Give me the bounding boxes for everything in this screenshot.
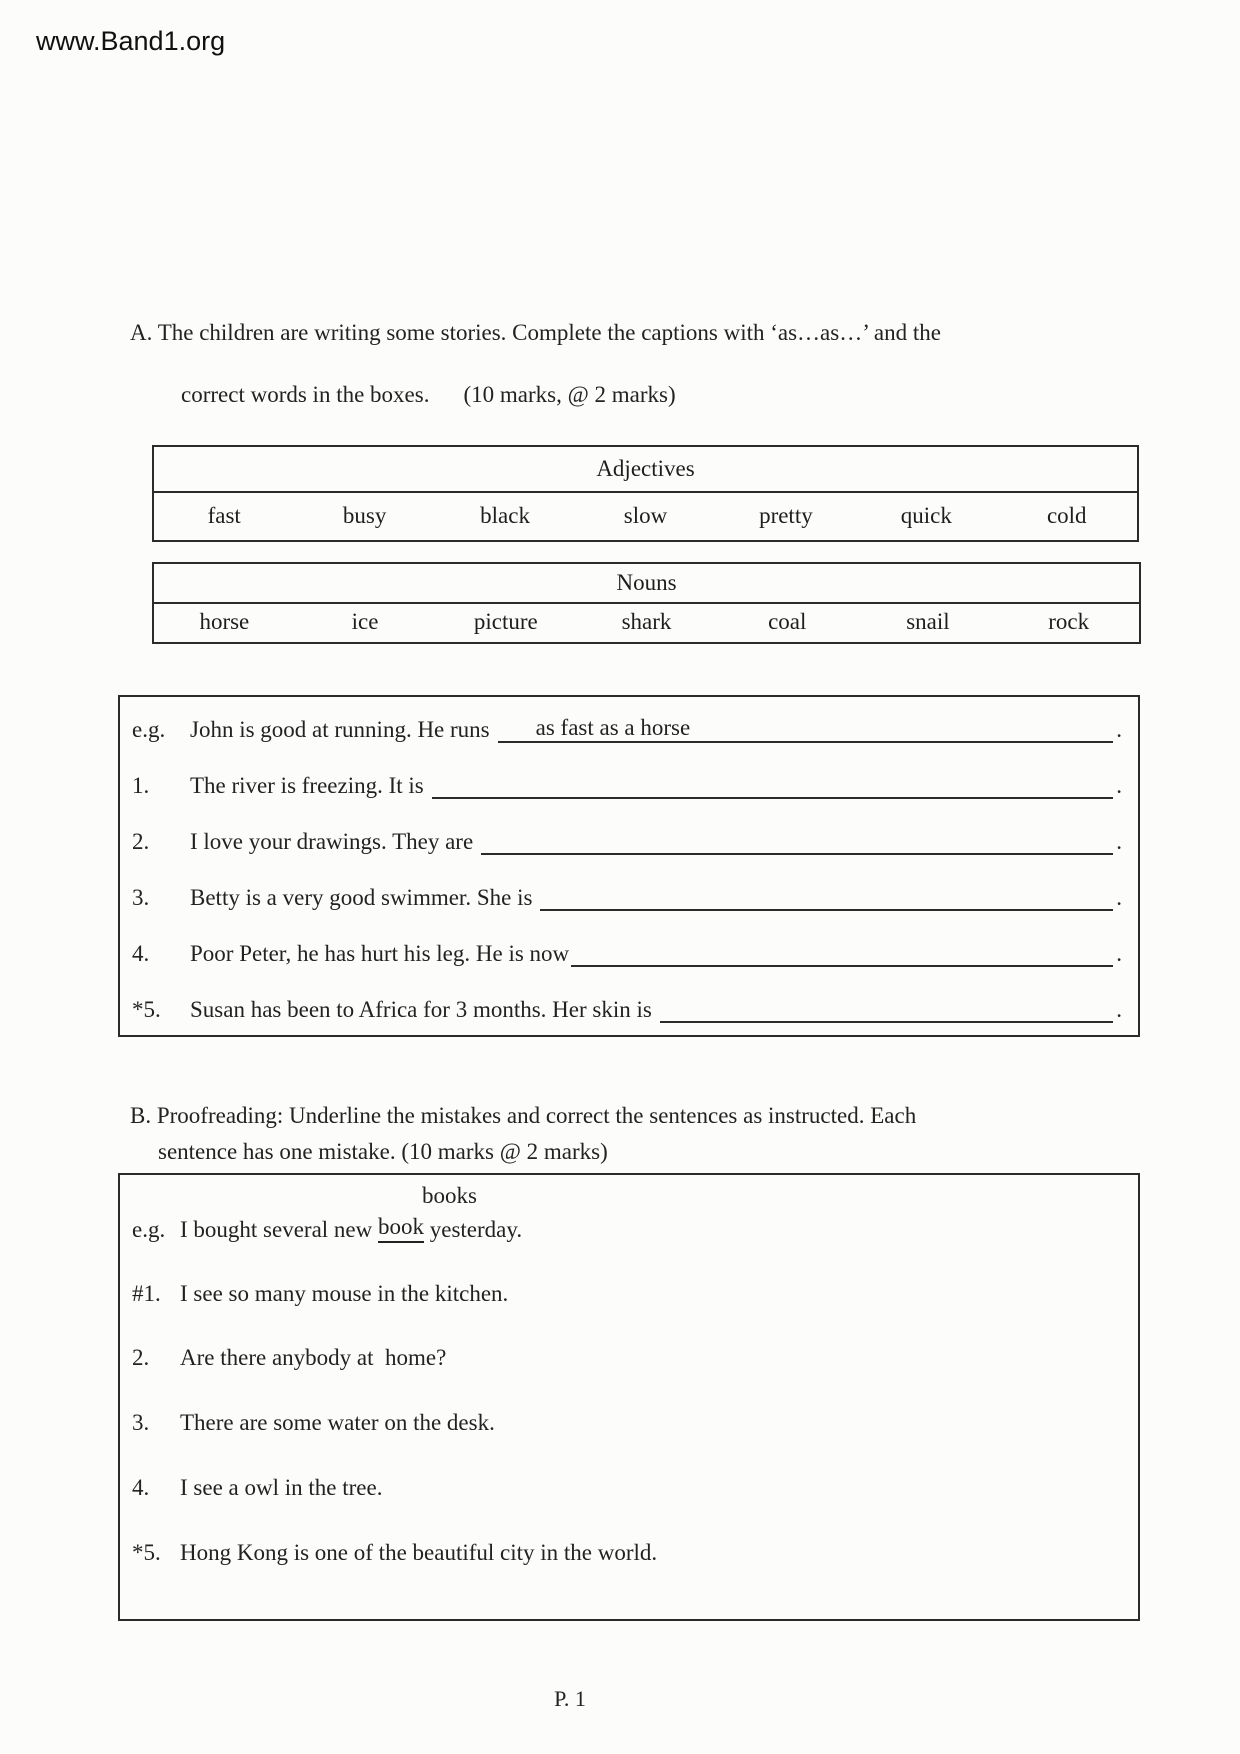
item-text: I see so many mouse in the kitchen. bbox=[180, 1281, 509, 1306]
item-number: 3. bbox=[132, 1410, 150, 1435]
adjective-word: slow bbox=[623, 502, 668, 528]
exercise-b-example-row bbox=[132, 1213, 1122, 1243]
answer-blank bbox=[571, 935, 1113, 967]
noun-word: snail bbox=[906, 609, 950, 634]
item-text: Hong Kong is one of the beautiful city in the world. bbox=[180, 1540, 658, 1565]
exercise-a-item-row bbox=[132, 769, 1122, 799]
trailing-period: . bbox=[1116, 997, 1122, 1022]
section-a-heading-line2 bbox=[158, 356, 676, 434]
answer-blank bbox=[498, 711, 1114, 743]
item-text: Poor Peter, he has hurt his leg. He is now bbox=[190, 941, 570, 966]
noun-word: coal bbox=[768, 609, 807, 634]
answer-blank bbox=[540, 879, 1113, 911]
item-number: 3. bbox=[132, 885, 150, 910]
noun-word: shark bbox=[621, 609, 672, 634]
item-number: #1. bbox=[132, 1281, 161, 1306]
noun-word: horse bbox=[199, 609, 250, 634]
adjective-word: cold bbox=[1046, 502, 1087, 528]
answer-blank bbox=[481, 823, 1113, 855]
noun-word: ice bbox=[351, 609, 379, 634]
section-a-exercise-box bbox=[118, 695, 1140, 1037]
example-answer: as fast as a horse bbox=[535, 715, 691, 740]
section-a-heading-line1: A. The children are writing some stories. Complete the captions with ‘as…as…’ and the bbox=[130, 320, 941, 345]
adjectives-table bbox=[152, 445, 1139, 542]
section-a-marks: (10 marks, @ 2 marks) bbox=[463, 382, 676, 407]
trailing-period: . bbox=[1116, 773, 1122, 798]
adjectives-table-row bbox=[154, 493, 1137, 538]
exercise-a-item-row bbox=[132, 993, 1122, 1023]
item-text: John is good at running. He runs bbox=[190, 717, 490, 742]
nouns-table bbox=[152, 562, 1141, 644]
noun-word: picture bbox=[473, 609, 538, 634]
exercise-a-item-row bbox=[132, 825, 1122, 855]
answer-blank bbox=[660, 991, 1113, 1023]
exercise-a-item-row bbox=[132, 937, 1122, 967]
exercise-b-item-row bbox=[132, 1277, 1122, 1307]
item-text: The river is freezing. It is bbox=[190, 773, 424, 798]
exercise-b-item-row bbox=[132, 1341, 1122, 1371]
item-number: 4. bbox=[132, 1475, 150, 1500]
item-number: *5. bbox=[132, 997, 161, 1022]
exercise-b-item-row bbox=[132, 1536, 1122, 1566]
answer-blank bbox=[432, 767, 1114, 799]
exercise-a-item-row bbox=[132, 881, 1122, 911]
section-b-exercise-box bbox=[118, 1173, 1140, 1621]
example-text-after: yesterday. bbox=[424, 1217, 523, 1242]
section-b-heading-line2: sentence has one mistake. (10 marks @ 2 marks) bbox=[158, 1139, 608, 1164]
item-number: *5. bbox=[132, 1540, 161, 1565]
item-text: I love your drawings. They are bbox=[190, 829, 474, 854]
item-text: Are there anybody at home? bbox=[180, 1345, 447, 1370]
nouns-table-row bbox=[154, 604, 1139, 640]
item-number: 2. bbox=[132, 829, 150, 854]
example-text-before: I bought several new bbox=[180, 1217, 378, 1242]
item-number: e.g. bbox=[132, 717, 166, 742]
noun-word: rock bbox=[1048, 609, 1090, 634]
item-text: I see a owl in the tree. bbox=[180, 1475, 383, 1500]
exercise-a-example-row bbox=[132, 713, 1122, 743]
item-number: 1. bbox=[132, 773, 150, 798]
page-number: P. 1 bbox=[554, 1686, 586, 1711]
trailing-period: . bbox=[1116, 717, 1122, 742]
adjective-word: pretty bbox=[759, 502, 813, 528]
exercise-b-item-row bbox=[132, 1471, 1122, 1501]
adjective-word: busy bbox=[342, 502, 387, 528]
item-number: e.g. bbox=[132, 1217, 166, 1242]
section-a-heading-line2-text: correct words in the boxes. bbox=[181, 382, 430, 407]
adjective-word: quick bbox=[900, 502, 952, 528]
underlined-mistake-word: book bbox=[378, 1214, 424, 1243]
trailing-period: . bbox=[1116, 885, 1122, 910]
section-b-heading-line1: B. Proofreading: Underline the mistakes and correct the sentences as instructed. Each bbox=[130, 1103, 917, 1128]
adjectives-table-title: Adjectives bbox=[154, 447, 1137, 493]
item-text: There are some water on the desk. bbox=[180, 1410, 495, 1435]
trailing-period: . bbox=[1116, 941, 1122, 966]
item-text: Susan has been to Africa for 3 months. Her skin is bbox=[190, 997, 652, 1022]
example-correction: books bbox=[422, 1183, 477, 1208]
item-number: 4. bbox=[132, 941, 150, 966]
site-header: www.Band1.org bbox=[36, 26, 226, 56]
nouns-table-title: Nouns bbox=[154, 564, 1139, 604]
adjective-word: fast bbox=[207, 502, 241, 528]
exercise-b-item-row bbox=[132, 1406, 1122, 1436]
item-text: Betty is a very good swimmer. She is bbox=[190, 885, 533, 910]
adjective-word: black bbox=[480, 502, 530, 528]
trailing-period: . bbox=[1116, 829, 1122, 854]
item-number: 2. bbox=[132, 1345, 150, 1370]
